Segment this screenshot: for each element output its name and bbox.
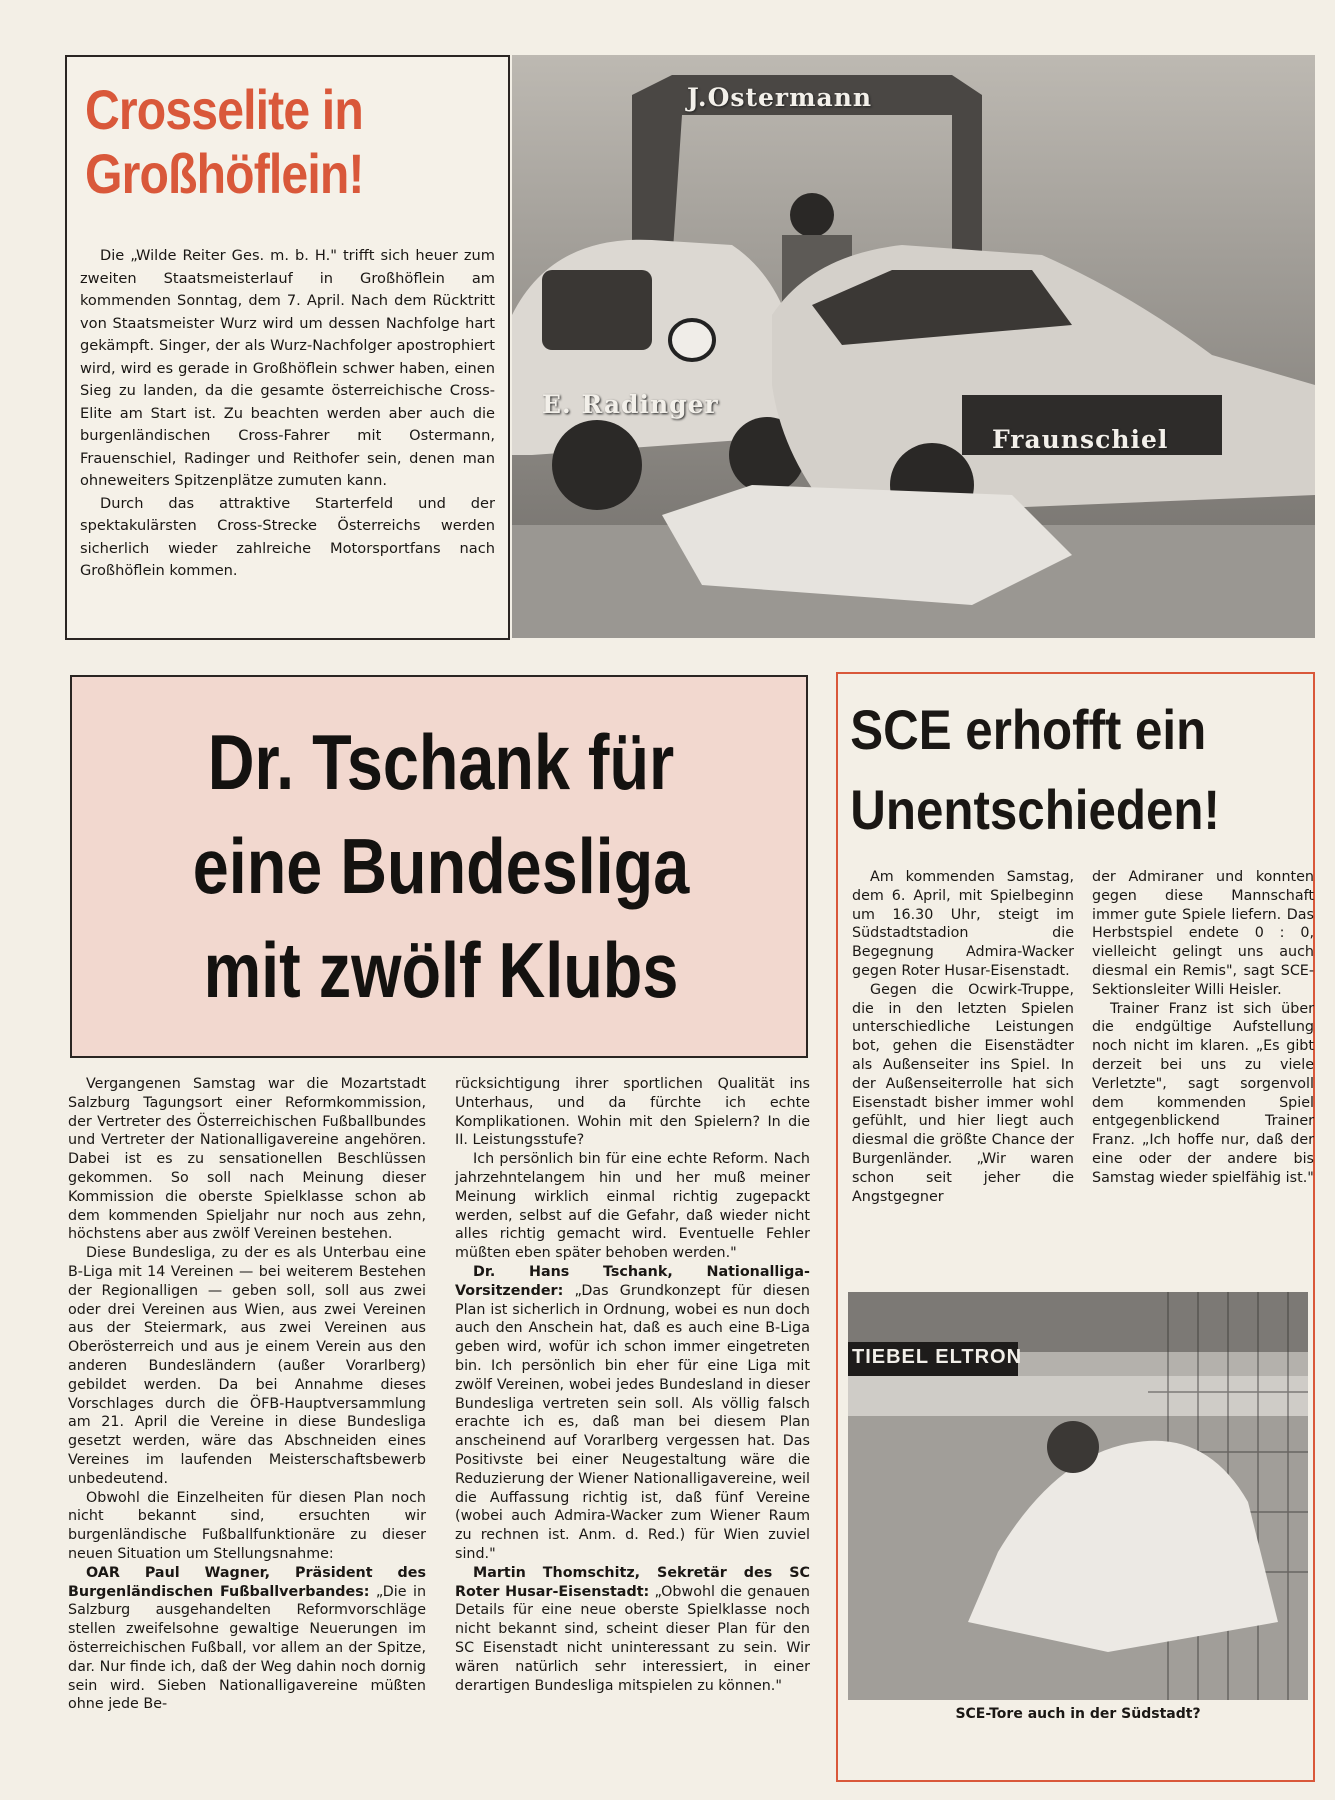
headline-sce: SCE erhofft ein Unentschieden!: [850, 698, 1220, 841]
paragraph: [68, 1564, 426, 1714]
paragraph: [455, 1263, 810, 1564]
quote-thomschitz: „Obwohl die genauen Details für eine neue oberste Spielklasse noch nicht bekannt sind, scheint dieser Plan für den SC Eisenstadt nicht uninteressant zu sein. Wir wären natürlich sehr interessiert, in einer derartigen Bundesliga mitspielen zu können.": [455, 1583, 810, 1694]
article-sce-col2: [1092, 868, 1314, 1188]
paragraph: der Admiraner und konnten gegen diese Mannschaft immer gute Spiele liefern. Das Herbstspiel endete 0 : 0, vielleicht gelingt uns auch diesmal ein Remis", sagt SCE-Sektionsleiter Willi Heisler.: [1092, 869, 1314, 998]
quote-tschank: „Das Grundkonzept für diesen Plan ist sicherlich in Ordnung, wobei es nun doch auch den Anschein hat, daß es auch eine B-Liga geben wird, wofür ich schon immer eingetreten bin. Ich persönlich bin eher für eine Liga mit zwölf Vereinen, wobei jedes Bundesland in dieser Bundesliga vertreten sein soll. Als völlig falsch erachte ich es, daß man bei diesem Plan anscheinend auf Vorarlberg vergessen hat. Das Positivste bei einer Neugestaltung wäre die Reduzierung der Wiener Nationalligavereine, weil die Auffassung richtig ist, daß fünf Vereine (wobei auch Admira-Wacker zum Wiener Raum zu rechnen ist. Anm. d. Red.) für Wien zuviel sind.": [455, 1282, 810, 1562]
paragraph: Durch das attraktive Starterfeld und der spektakulärsten Cross-Strecke Österreichs werden sicherlich wieder zahlreiche Motorsportfans nach Großhöflein kommen.: [80, 494, 495, 579]
article-tschank-col2: [455, 1075, 810, 1695]
paragraph: Vergangenen Samstag war die Mozartstadt Salzburg Tagungsort einer Reformkommission, der Vertreter des Österreichischen Fußballbundes und Vertreter der Nationalligavereine angehören. Dabei ist es zu sensationellen Beschlüssen gekommen. So soll nach Meinung dieser Kommission die oberste Spielklasse schon ab dem kommenden Spieljahr nur noch aus zehn, höchstens aber aus zwölf Vereinen bestehen.: [68, 1076, 426, 1243]
speaker-wagner: OAR Paul Wagner, Präsident des Burgenländischen Fußballverbandes:: [68, 1564, 426, 1600]
photo-caption-sce: SCE-Tore auch in der Südstadt?: [955, 1706, 1201, 1722]
article-sce-col1: [852, 868, 1074, 1206]
headline-tschank: Dr. Tschank für eine Bundesliga mit zwölf Klubs: [192, 718, 690, 1014]
photo-label-fraunschiel: Fraunschiel: [992, 425, 1169, 454]
quote-wagner: „Die in Salzburg ausgehandelten Reformvorschläge stellen zweifelsohne gewaltige Neuerungen im österreichischen Fußball, vor allem an der Spitze, dar. Nur finde ich, daß der Weg dahin noch dornig sein wird. Sieben Nationalligavereine müßten ohne jede Be-: [68, 1583, 427, 1713]
speaker-thomschitz: Martin Thomschitz, Sekretär des SC Roter Husar-Eisenstadt:: [455, 1564, 810, 1600]
photo-soccer-goal: [848, 1292, 1308, 1700]
paragraph: Diese Bundesliga, zu der es als Unterbau eine B-Liga mit 14 Vereinen — bei weiterem Bestehen der Regionalligen — geben soll, soll aus zwei oder drei Vereinen aus Wien, aus zwei Vereinen aus der Steiermark, aus zwei Vereinen aus Oberösterreich und aus je einem Verein aus den anderen Bundesländern (außer Vorarlberg) gebildet werden. Da bei Annahme dieses Vorschlages durch die ÖFB-Hauptversammlung am 21. April die Vereine in diese Bundesliga gesetzt werden, wäre das Abschneiden eines Vereines im laufenden Meisterschaftsbewerb unbedeutend.: [68, 1245, 426, 1487]
article-tschank-col1: [68, 1075, 426, 1714]
paragraph: Am kommenden Samstag, dem 6. April, mit Spielbeginn um 16.30 Uhr, steigt im Südstadtstadion die Begegnung Admira-Wacker gegen Roter Husar-Eisenstadt.: [852, 869, 1074, 979]
paragraph: Gegen die Ocwirk-Truppe, die in den letzten Spielen unterschiedliche Leistungen bot, gehen die Eisenstädter als Außenseiter ins Spiel. In der Außenseiterrolle hat sich Eisenstadt bisher immer wohl gefühlt, und hier liegt auch diesmal die größte Chance der Burgenländer. „Wir waren schon seit jeher die Angstgegner: [852, 981, 1074, 1205]
paragraph: Die „Wilde Reiter Ges. m. b. H." trifft sich heuer zum zweiten Staatsmeisterlauf in Großhöflein am kommenden Sonntag, dem 7. April. Nach dem Rücktritt von Staatsmeister Wurz wird um dessen Nachfolge hart gekämpft. Singer, der als Wurz-Nachfolger apostrophiert wird, wird es gerade in Großhöflein schwer haben, einen Sieg zu landen, da die gesamte österreichische Cross-Elite am Start ist. Zu beachten werden aber auch die burgenländischen Cross-Fahrer mit Ostermann, Frauenschiel, Radinger und Reithofer sein, denen man ohneweiters Spitzenplätze zumuten kann.: [80, 247, 495, 489]
paragraph: Trainer Franz ist sich über die endgültige Aufstellung noch nicht im klaren. „Es gibt derzeit bei uns zu viele Verletzte", sagt sorgenvoll dem kommenden Spiel entgegenblickend Trainer Franz. „Ich hoffe nur, daß der eine oder der andere bis Samstag wieder spielfähig ist.": [1092, 1000, 1314, 1186]
article-crosselite-body: [80, 245, 495, 583]
speaker-tschank: Dr. Hans Tschank, Nationalliga-Vorsitzender:: [455, 1263, 810, 1299]
photo-label-ostermann: J.Ostermann: [687, 83, 873, 112]
photo-cross-cars: [512, 55, 1315, 638]
photo-label-radinger: E. Radinger: [542, 390, 719, 419]
paragraph: [455, 1564, 810, 1696]
paragraph: rücksichtigung ihrer sportlichen Qualität ins Unterhaus, und da fürchte ich echte Komplikationen. Wohin mit den Spielern? In die II. Leistungsstufe?: [455, 1076, 810, 1149]
paragraph: Ich persönlich bin für eine echte Reform. Nach jahrzehntelangem hin und her muß meiner Meinung wirklich einmal richtig zugepackt werden, selbst auf die Gefahr, daß wieder nicht alles richtig gemacht wird. Eventuelle Fehler müßten eben später behoben werden.": [455, 1151, 810, 1262]
photo-sign-text: TIEBEL ELTRON: [852, 1346, 1023, 1368]
headline-crosselite: Crosselite in Großhöflein!: [85, 78, 364, 205]
photo-cross-cars-illustration: [512, 55, 1315, 638]
paragraph: Obwohl die Einzelheiten für diesen Plan noch nicht bekannt sind, ersuchten wir burgenländische Fußballfunktionäre zu dieser neuen Situation um Stellungsnahme:: [68, 1489, 426, 1562]
